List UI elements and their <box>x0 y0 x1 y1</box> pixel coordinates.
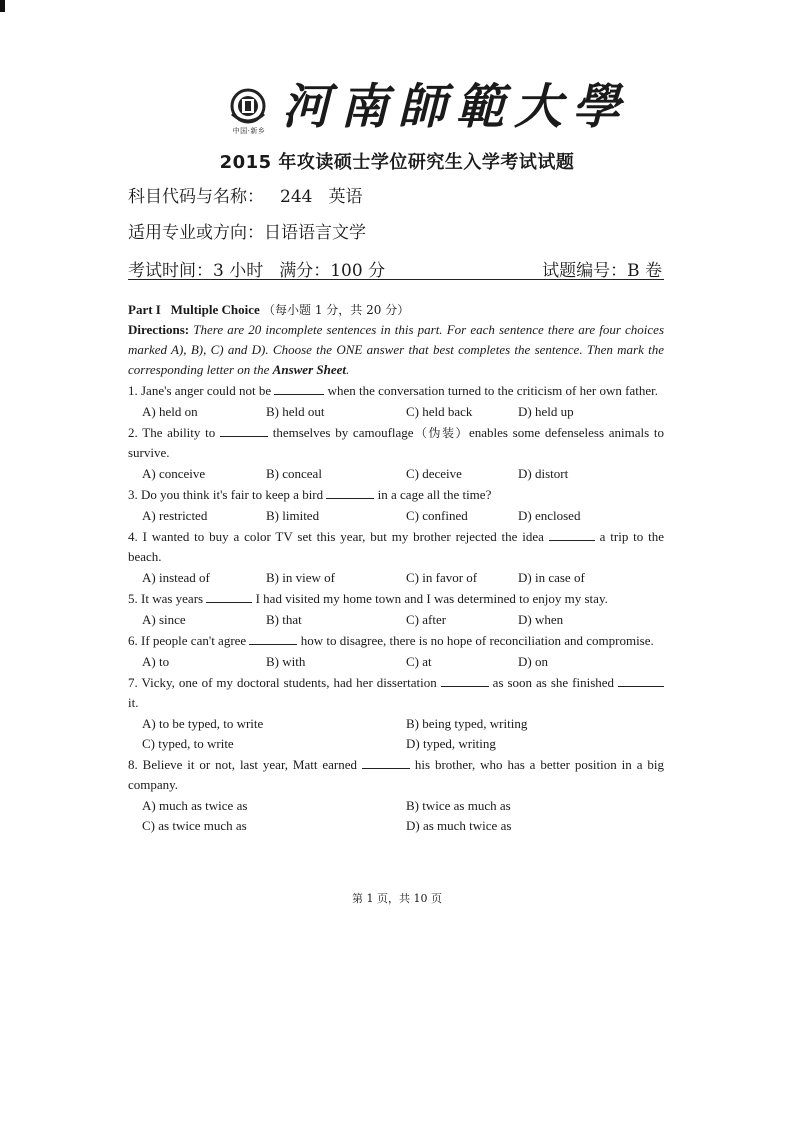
option: C) at <box>406 654 432 669</box>
options-6 <box>128 652 664 672</box>
question-3 <box>128 485 664 505</box>
question-number: 3. <box>128 487 138 502</box>
options-8 <box>128 796 664 836</box>
header-rule <box>128 279 664 280</box>
paper-number <box>542 256 662 281</box>
question-4 <box>128 527 664 567</box>
question-number: 8. <box>128 757 138 772</box>
question-1 <box>128 381 664 401</box>
option: A) much as twice as <box>142 798 248 813</box>
question-number: 7. <box>128 675 138 690</box>
answer-blank <box>362 755 410 769</box>
directions-label: Directions: <box>128 322 190 337</box>
question-2 <box>128 423 664 463</box>
question-text: I wanted to buy a color TV set this year, but my brother rejected the idea <box>142 529 544 544</box>
emblem-caption: 中国·新乡 <box>232 127 266 135</box>
option: A) restricted <box>142 508 208 523</box>
option: A) to be typed, to write <box>142 716 264 731</box>
option: B) with <box>266 654 306 669</box>
directions <box>128 320 664 380</box>
question-6 <box>128 631 664 651</box>
option: C) as twice much as <box>142 818 247 833</box>
university-name: 河南師範大學 <box>282 79 631 135</box>
option: B) held out <box>266 404 325 419</box>
options-1 <box>128 402 664 422</box>
option: A) held on <box>142 404 198 419</box>
options-2 <box>128 464 664 484</box>
option: A) conceive <box>142 466 206 481</box>
answer-blank <box>618 673 664 687</box>
option: D) held up <box>518 404 574 419</box>
option: A) since <box>142 612 186 627</box>
option: B) in view of <box>266 570 335 585</box>
question-text: Believe it or not, last year, Matt earned <box>142 757 358 772</box>
question-section <box>128 300 664 836</box>
question-text: his brother, who has a better position in a big company. <box>128 757 665 792</box>
question-text: Vicky, one of my doctoral students, had her dissertation <box>141 675 437 690</box>
part-points: （每小题 1 分，共 20 分） <box>263 303 410 317</box>
question-text: enables some defenseless animals to survive. <box>128 425 665 460</box>
options-5 <box>128 610 664 630</box>
option: B) that <box>266 612 302 627</box>
time-label: 考试时间： <box>128 261 213 281</box>
answer-blank <box>249 631 297 645</box>
question-5 <box>128 589 664 609</box>
page-footer: 第 1 页，共 10 页 <box>352 892 442 905</box>
question-8 <box>128 755 664 795</box>
options-4 <box>128 568 664 588</box>
question-text: Jane's anger could not be <box>141 383 272 398</box>
question-text: It was years <box>141 591 204 606</box>
directions-answer-sheet: Answer Sheet <box>272 362 346 377</box>
option: B) twice as much as <box>406 798 511 813</box>
option: C) typed, to write <box>142 736 234 751</box>
question-number: 6. <box>128 633 138 648</box>
part-title: Part I <box>128 302 161 317</box>
question-7 <box>128 673 664 713</box>
option: B) limited <box>266 508 320 523</box>
option: C) deceive <box>406 466 462 481</box>
options-3 <box>128 506 664 526</box>
time-value: 3 小时 <box>213 261 264 281</box>
subject-label: 科目代码与名称： <box>128 187 264 207</box>
option: C) confined <box>406 508 468 523</box>
option: D) distort <box>518 466 569 481</box>
answer-blank <box>220 423 268 437</box>
question-number: 5. <box>128 591 138 606</box>
question-number: 4. <box>128 529 138 544</box>
exam-title: 2015 年攻读硕士学位研究生入学考试试题 <box>219 152 575 173</box>
paper-label: 试题编号： <box>542 261 628 281</box>
major-label: 适用专业或方向： <box>128 223 264 243</box>
question-text: when the conversation turned to the criticism of her own father. <box>327 383 658 398</box>
option: A) instead of <box>142 570 210 585</box>
question-text: themselves by camouflage <box>272 425 414 440</box>
part-name: Multiple Choice <box>170 302 260 317</box>
option: C) in favor of <box>406 570 478 585</box>
directions-end: . <box>346 362 350 377</box>
question-text: a trip to the beach. <box>128 529 665 564</box>
options-7 <box>128 714 664 754</box>
university-emblem-icon <box>224 84 272 132</box>
option: B) conceal <box>266 466 322 481</box>
answer-blank <box>274 381 324 395</box>
option: B) being typed, writing <box>406 716 528 731</box>
scan-corner-mark <box>0 0 5 12</box>
question-text: I had visited my home town and I was determined to enjoy my stay. <box>255 591 608 606</box>
subject-code: 244 <box>280 187 313 207</box>
major-line <box>128 218 366 243</box>
question-text: as soon as she finished <box>492 675 615 690</box>
answer-blank <box>206 589 252 603</box>
option: D) enclosed <box>518 508 581 523</box>
answer-blank <box>549 527 595 541</box>
question-text: in a cage all the time? <box>377 487 492 502</box>
answer-blank <box>326 485 374 499</box>
question-number: 2. <box>128 425 138 440</box>
option: A) to <box>142 654 170 669</box>
question-number: 1. <box>128 383 138 398</box>
option: D) when <box>518 612 564 627</box>
score-label: 满分： <box>279 261 331 281</box>
subject-line <box>128 182 362 207</box>
question-gloss: （伪装） <box>413 426 469 440</box>
option: C) held back <box>406 404 473 419</box>
option: D) as much twice as <box>406 818 512 833</box>
option: C) after <box>406 612 447 627</box>
directions-text: There are 20 incomplete sentences in this part. For each sentence there are four choices marked A), B), C) and D). Choose the ONE answer that best completes the sentence. Then mark the corresponding letter on the <box>128 322 665 377</box>
question-text: it. <box>128 695 139 710</box>
subject-name: 英语 <box>328 187 363 207</box>
question-text: The ability to <box>142 425 216 440</box>
paper-value: B 卷 <box>627 261 662 281</box>
question-text: Do you think it's fair to keep a bird <box>141 487 324 502</box>
option: D) in case of <box>518 570 585 585</box>
option: D) typed, writing <box>406 736 496 751</box>
question-text: If people can't agree <box>141 633 247 648</box>
letterhead <box>0 76 794 138</box>
score-value: 100 分 <box>330 261 386 281</box>
exam-info-line <box>128 256 662 281</box>
answer-blank <box>441 673 489 687</box>
part-heading <box>128 300 664 320</box>
option: D) on <box>518 654 548 669</box>
question-text: how to disagree, there is no hope of reconciliation and compromise. <box>300 633 654 648</box>
major-value: 日语语言文学 <box>264 223 366 243</box>
